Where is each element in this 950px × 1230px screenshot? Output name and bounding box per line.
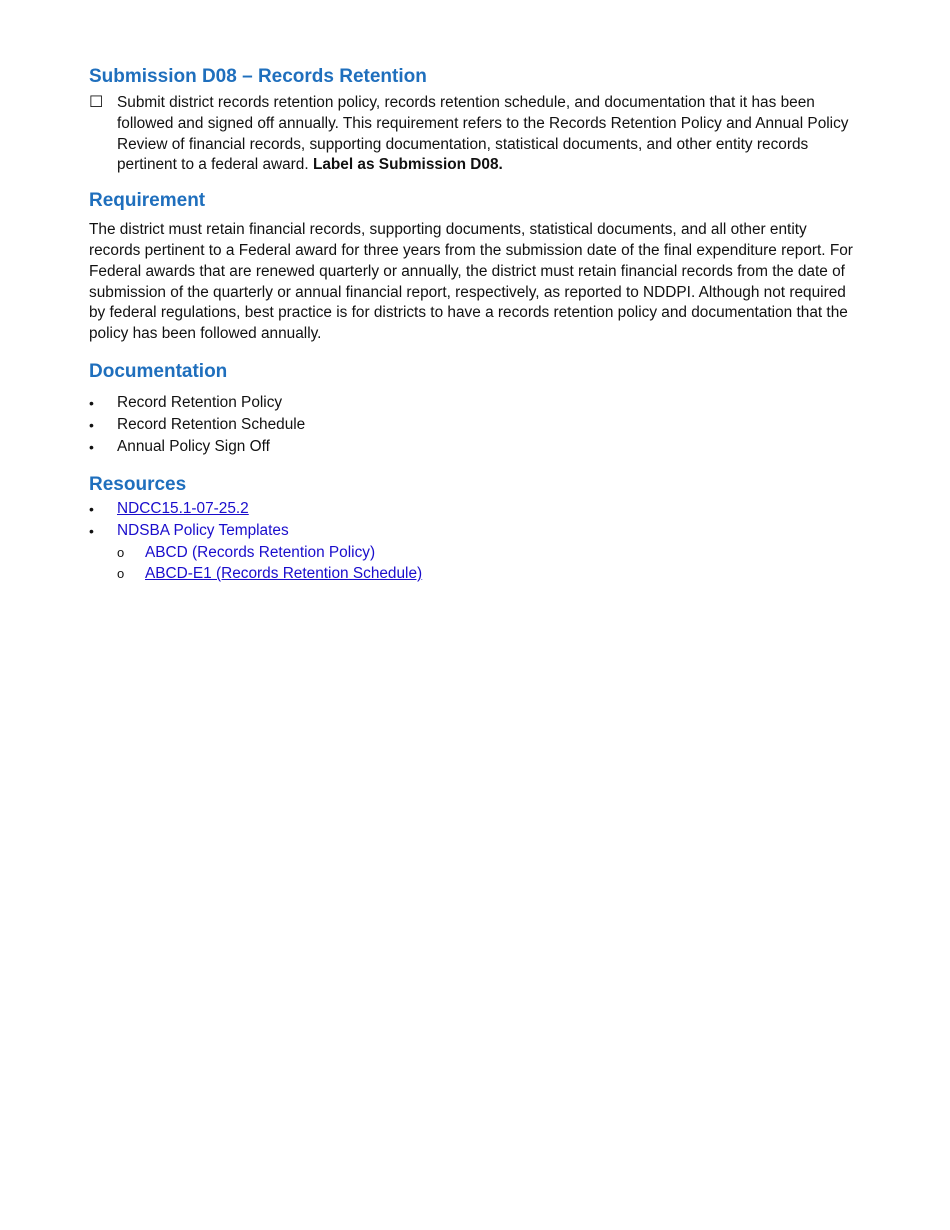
submission-text: Submit district records retention policy, records retention schedule, and documentation that it has been followed and signed off annually. This requirement refers to the Records Retention Policy and Annual Policy Review of financial records, supporting documentation, statistical documents, and other entity records pertinent to a federal award.	[117, 94, 849, 174]
submission-heading: Submission D08 – Records Retention	[89, 66, 427, 87]
resource-item	[89, 498, 855, 520]
abcd-e1-schedule-link[interactable]: ABCD-E1 (Records Retention Schedule)	[145, 564, 423, 582]
resource-subitem	[117, 563, 855, 584]
document-page	[89, 64, 855, 584]
requirement-section	[89, 188, 855, 345]
documentation-item-label: Annual Policy Sign Off	[117, 437, 270, 455]
documentation-section	[89, 359, 855, 458]
documentation-item-label: Record Retention Policy	[117, 393, 283, 411]
resources-section	[89, 472, 855, 584]
documentation-item-label: Record Retention Schedule	[117, 415, 306, 433]
abcd-policy-link[interactable]: ABCD (Records Retention Policy)	[145, 543, 376, 561]
requirement-text: The district must retain financial records, supporting documents, statistical documents, and all other entity records pertinent to a Federal award for three years from the submission date of the final expenditure report. For Federal awards that are renewed quarterly or annually, the district must retain financial records from the date of submission of the quarterly or annual financial report, respectively, as reported to NDDPI. Although not required by federal regulations, best practice is for districts to have a records retention policy and documentation that the policy has been followed annually.	[89, 221, 853, 343]
ndsba-policy-templates-link[interactable]: NDSBA Policy Templates	[117, 521, 289, 539]
bullet-icon: •	[89, 522, 94, 539]
bullet-icon: •	[89, 416, 94, 433]
circle-bullet-icon: o	[117, 565, 125, 581]
policy-templates-sublist	[89, 542, 855, 584]
bullet-icon: •	[89, 500, 94, 517]
submission-label: Label as Submission D08.	[312, 156, 503, 174]
resources-heading: Resources	[89, 473, 187, 495]
resources-list	[89, 498, 855, 584]
resource-item	[89, 520, 855, 584]
resource-subitem	[117, 542, 855, 563]
submission-checklist-item	[89, 93, 855, 176]
documentation-item	[89, 436, 855, 458]
checkbox[interactable]: ☐	[89, 94, 104, 111]
documentation-item	[89, 414, 855, 436]
bullet-icon: •	[89, 438, 94, 455]
documentation-item	[89, 392, 855, 414]
circle-bullet-icon: o	[117, 544, 125, 560]
bullet-icon: •	[89, 394, 94, 411]
submission-section	[89, 64, 855, 176]
requirement-heading: Requirement	[89, 190, 206, 212]
submission-instructions	[117, 93, 855, 176]
ndcc-link[interactable]: NDCC15.1-07-25.2	[117, 499, 249, 517]
documentation-list	[89, 392, 855, 458]
documentation-heading: Documentation	[89, 360, 228, 382]
